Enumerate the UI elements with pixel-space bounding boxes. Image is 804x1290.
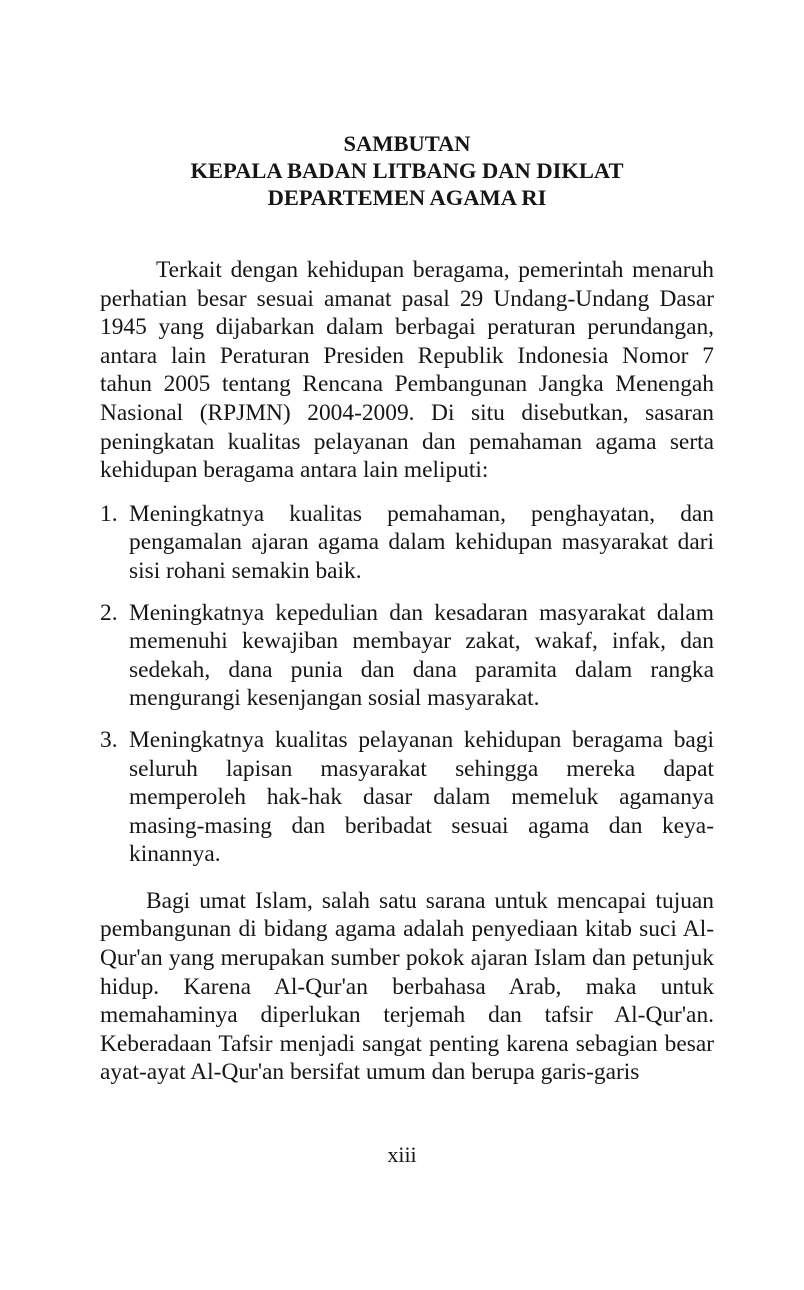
list-number: 3. [100,726,118,753]
goals-list [100,500,714,869]
list-text: Meningkatnya kualitas pemahaman, penghayatan, dan pengamalan ajaran agama dalam kehidupan masyarakat dari sisi rohani semakin baik. [129,500,714,584]
list-text: Meningkatnya kualitas pelayanan kehidupan beragama bagi seluruh lapisan masyarakat sehingga mereka dapat memperoleh hak-hak dasar dalam memeluk agamanya masing-masing dan beribadat sesuai agama dan keyakinannya. [129,726,714,868]
intro-paragraph: Terkait dengan kehidupan beragama, pemerintah menaruh perhatian besar sesuai amanat pasal 29 Undang-Undang Dasar 1945 yang dijabarkan dalam berbagai peraturan perundangan, antara lain Peraturan Presiden Republik Indonesia Nomor 7 tahun 2005 tentang Rencana Pembangunan Jangka Menengah Nasional (RPJMN) 2004-2009. Di situ disebutkan, sasaran peningkatan kualitas pelayanan dan pemahaman agama serta kehidupan beragama antara lain meliputi: [100,257,714,484]
document-page [100,130,714,1087]
list-item [100,726,714,869]
title-line-2: KEPALA BADAN LITBANG DAN DIKLAT [190,158,624,183]
page-number: xiii [387,1142,417,1167]
list-number: 2. [100,599,118,626]
list-item [100,599,714,713]
list-item [100,500,714,586]
list-number: 1. [100,500,118,527]
title-line-1: SAMBUTAN [343,131,471,156]
body-text [100,256,714,1087]
title-line-3: DEPARTEMEN AGAMA RI [267,185,547,210]
closing-paragraph: Bagi umat Islam, salah satu sarana untuk mencapai tujuan pembangunan di bidang agama adalah penyediaan kitab suci Al-Qur'an yang merupakan sumber pokok ajaran Islam dan petunjuk hidup. Karena Al-Qur'an berbahasa Arab, maka untuk memahaminya diperlukan terjemah dan tafsir Al-Qur'an. Keberadaan Tafsir menjadi sangat penting karena sebagian besar ayat-ayat Al-Qur'an bersifat umum dan berupa garis-garis [100,887,714,1086]
list-text: Meningkatnya kepedulian dan kesadaran masyarakat dalam memenuhi kewajiban membayar zakat, wakaf, infak, dan sedekah, dana punia dan dana paramita dalam rangka mengurangi kesenjangan sosial masyarakat. [129,599,714,712]
page-title [100,130,714,211]
